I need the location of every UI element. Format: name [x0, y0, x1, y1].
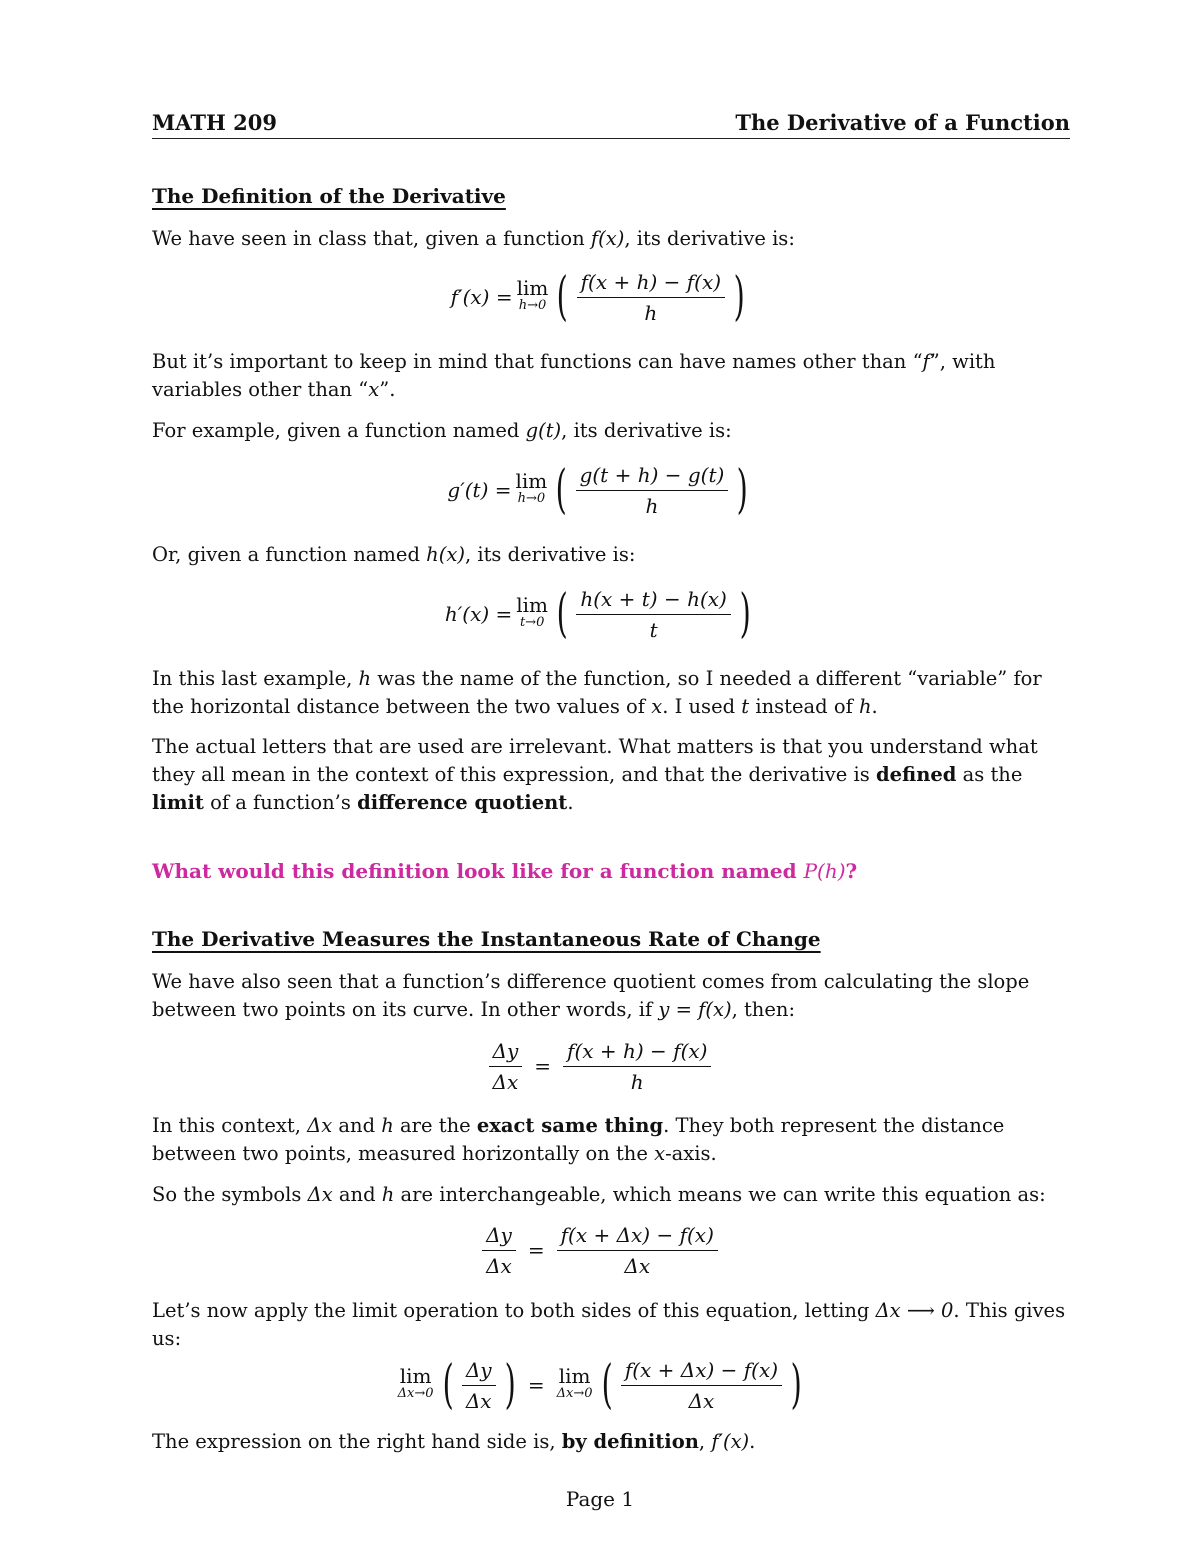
math-lhs: g′(t) =	[447, 478, 512, 502]
math-inline: h	[358, 667, 372, 690]
text: of a function’s	[203, 791, 358, 814]
paren-right: )	[736, 460, 749, 520]
text: , its derivative is:	[561, 419, 732, 442]
course-label: MATH 209	[152, 110, 278, 135]
equation-derivative-f	[0, 262, 1200, 332]
lim-label: lim	[558, 1364, 591, 1388]
text: .	[749, 1430, 756, 1453]
page-number: Page 1	[565, 1487, 635, 1511]
bold-text: difference quotient	[357, 791, 568, 814]
numerator: f(x + Δx) − f(x)	[621, 1358, 782, 1386]
numerator: Δy	[489, 1039, 523, 1067]
text: and	[332, 1114, 382, 1137]
lim-subscript: Δx→0	[556, 1386, 593, 1401]
limit	[516, 593, 549, 632]
page-header	[152, 108, 1070, 139]
denominator: Δx	[492, 1069, 519, 1094]
numerator: f(x + Δx) − f(x)	[557, 1223, 718, 1251]
numerator: Δy	[482, 1223, 516, 1251]
paragraph	[152, 1181, 1070, 1209]
fraction	[489, 1039, 523, 1094]
lim-subscript: Δx→0	[397, 1386, 434, 1401]
denominator: h	[644, 300, 658, 325]
paragraph	[152, 1297, 1070, 1353]
paren-left: (	[442, 1355, 454, 1415]
math-inline: x	[654, 1142, 666, 1165]
math-inline: Δx	[307, 1183, 333, 1206]
paren-left: (	[555, 460, 568, 520]
bold-text: exact same thing	[476, 1114, 664, 1137]
limit	[516, 276, 549, 315]
paragraph	[152, 1112, 1070, 1168]
paren-right: )	[504, 1355, 516, 1415]
text: The actual letters that are used are irrelevant. What matters is that you understand what they all mean in the context of this expression, and that the derivative is	[152, 735, 1038, 786]
text: , then:	[731, 998, 796, 1021]
text: In this last example,	[152, 667, 359, 690]
lim-subscript: h→0	[518, 298, 547, 313]
text: are interchangeable, which means we can write this equation as:	[394, 1183, 1046, 1206]
math-inline: g(t)	[525, 419, 562, 442]
text: was the name of the function, so I needed a different “variable” for the horizontal distance between the two values of	[152, 667, 1042, 718]
equals-sign: =	[534, 1054, 552, 1078]
paren-right: )	[733, 267, 745, 327]
text: So the symbols	[152, 1183, 308, 1206]
text: Let’s now apply the limit operation to both sides of this equation, letting	[152, 1299, 876, 1322]
section-heading-definition: The Definition of the Derivative	[152, 184, 506, 208]
math-inline: f′(x)	[711, 1430, 750, 1453]
denominator: Δx	[465, 1388, 492, 1413]
text: . They both represent the distance between two points, measured horizontally on the	[152, 1114, 1005, 1165]
denominator: h	[645, 493, 659, 518]
text: What would this definition look like for a function named	[152, 859, 804, 883]
paragraph	[152, 968, 1070, 1024]
fraction	[482, 1223, 516, 1278]
fraction	[563, 1039, 711, 1094]
math-lhs: f′(x) =	[450, 285, 513, 309]
math-inline: f	[922, 350, 930, 373]
section-heading-rate-of-change: The Derivative Measures the Instantaneous Rate of Change	[152, 927, 821, 951]
text: and	[332, 1183, 382, 1206]
lim-label: lim	[516, 276, 549, 300]
math-inline: Δx	[307, 1114, 333, 1137]
math-inline: f(x)	[590, 227, 625, 250]
limit	[397, 1364, 434, 1403]
equation-derivative-h	[0, 579, 1200, 649]
text: are the	[393, 1114, 477, 1137]
text: For example, given a function named	[152, 419, 526, 442]
math-inline: h	[858, 695, 872, 718]
text: But it’s important to keep in mind that functions can have names other than “	[152, 350, 923, 373]
numerator: f(x + h) − f(x)	[577, 270, 725, 298]
denominator: h	[630, 1069, 644, 1094]
text: We have also seen that a function’s difference quotient comes from calculating the slope between two points on its curve. In other words, if	[152, 970, 1030, 1021]
fraction	[462, 1358, 496, 1413]
lim-label: lim	[516, 593, 549, 617]
equals-sign: =	[527, 1373, 545, 1397]
math-inline: Δx ⟶ 0	[875, 1299, 954, 1322]
math-inline: t	[741, 695, 750, 718]
document-title: The Derivative of a Function	[735, 110, 1070, 135]
question-prompt	[152, 859, 857, 883]
math-inline: h	[381, 1114, 394, 1137]
fraction	[576, 587, 731, 642]
paragraph	[152, 348, 1070, 404]
text: ”, with variables other than “	[152, 350, 996, 401]
paren-right: )	[739, 584, 751, 644]
paren-right: )	[790, 1355, 802, 1415]
math-inline: x	[368, 378, 380, 401]
fraction	[557, 1223, 718, 1278]
bold-text: limit	[152, 791, 204, 814]
text: , its derivative is:	[624, 227, 795, 250]
text: -axis.	[665, 1142, 717, 1165]
math-inline: P(h)	[803, 859, 846, 883]
math-inline: h	[381, 1183, 395, 1206]
text: .	[871, 695, 878, 718]
numerator: Δy	[462, 1358, 496, 1386]
bold-text: defined	[876, 763, 957, 786]
text: instead of	[749, 695, 859, 718]
text: In this context,	[152, 1114, 308, 1137]
equation-delta-form	[0, 1218, 1200, 1282]
math-lhs: h′(x) =	[444, 602, 513, 626]
equation-difference-quotient	[0, 1034, 1200, 1098]
text: .	[567, 791, 574, 814]
paragraph	[152, 225, 1070, 253]
math-inline: y = f(x)	[658, 998, 732, 1021]
equation-limit-both-sides	[0, 1350, 1200, 1420]
paren-left: (	[601, 1355, 613, 1415]
text: ,	[698, 1430, 712, 1453]
text: ”.	[379, 378, 396, 401]
paragraph	[152, 733, 1070, 817]
paragraph	[152, 665, 1070, 721]
text: . I used	[662, 695, 742, 718]
text: The expression on the right hand side is,	[152, 1430, 562, 1453]
denominator: Δx	[624, 1253, 651, 1278]
equation-derivative-g	[0, 455, 1200, 525]
limit	[515, 469, 548, 508]
denominator: Δx	[688, 1388, 715, 1413]
text: We have seen in class that, given a function	[152, 227, 591, 250]
paren-left: (	[556, 267, 569, 327]
text: . This gives us:	[152, 1299, 1066, 1350]
fraction	[621, 1358, 782, 1413]
paragraph	[152, 541, 1070, 569]
numerator: f(x + h) − f(x)	[563, 1039, 711, 1067]
math-inline: x	[651, 695, 663, 718]
lim-subscript: t→0	[519, 615, 545, 630]
lim-subscript: h→0	[517, 491, 546, 506]
fraction	[576, 463, 729, 518]
denominator: Δx	[486, 1253, 512, 1278]
denominator: t	[649, 617, 658, 642]
text: as the	[956, 763, 1023, 786]
text: Or, given a function named	[152, 543, 427, 566]
math-inline: h(x)	[426, 543, 465, 566]
fraction	[577, 270, 725, 325]
paren-left: (	[556, 584, 568, 644]
lim-label: lim	[399, 1364, 432, 1388]
paragraph	[152, 1428, 1070, 1456]
numerator: h(x + t) − h(x)	[576, 587, 731, 615]
bold-text: by definition	[561, 1430, 699, 1453]
paragraph	[152, 417, 1070, 445]
limit	[556, 1364, 593, 1403]
equals-sign: =	[527, 1238, 545, 1262]
numerator: g(t + h) − g(t)	[576, 463, 729, 491]
lim-label: lim	[515, 469, 548, 493]
text: ?	[845, 859, 858, 883]
text: , its derivative is:	[464, 543, 636, 566]
